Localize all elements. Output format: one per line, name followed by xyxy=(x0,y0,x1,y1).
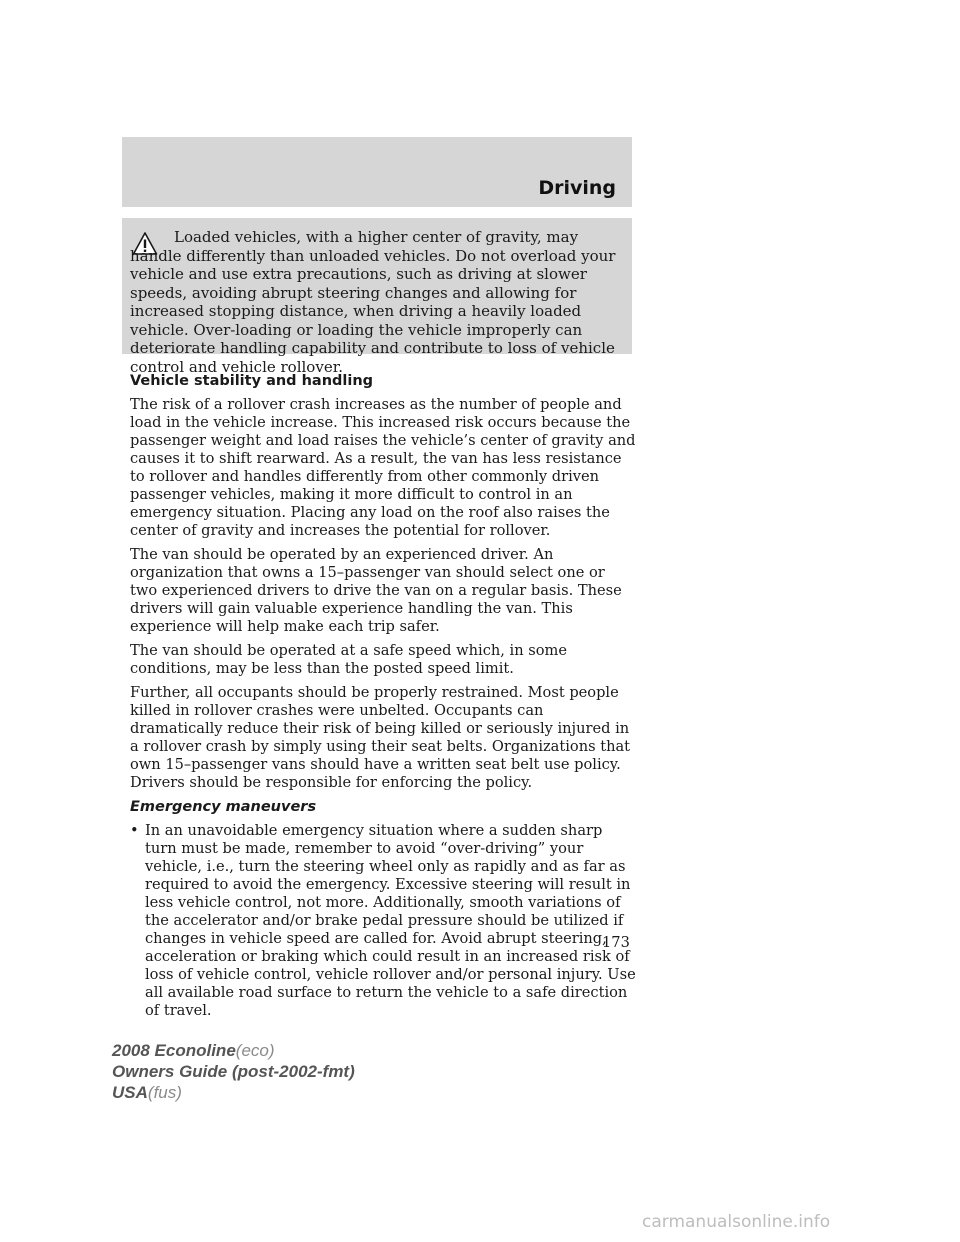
footer-market: USA xyxy=(112,1083,148,1102)
footer-model-code: (eco) xyxy=(235,1041,275,1060)
footer xyxy=(112,1040,355,1103)
footer-line-1 xyxy=(112,1040,355,1061)
warning-text-block xyxy=(130,228,626,376)
paragraph: The van should be operated at a safe speed which, in some conditions, may be less than the posted speed limit. xyxy=(130,642,568,677)
header-band xyxy=(122,137,632,207)
footer-line-2 xyxy=(112,1061,355,1082)
paragraph: Further, all occupants should be properly restrained. Most people killed in rollover crashes were unbelted. Occupants can dramatically reduce their risk of being killed or seriously injured in a rollover crash by simply using their seat belts. Organizations that own 15–passenger vans should have a written seat belt use policy. Drivers should be responsible for enforcing the policy. xyxy=(130,684,631,791)
warning-text: Loaded vehicles, with a higher center of gravity, may handle differently than unloaded vehicles. Do not overload your vehicle and use extra precautions, such as driving at slower speeds, avoiding abrupt steering changes and allowing for increased stopping distance, when driving a heavily loaded vehicle. Over-loading or loading the vehicle improperly can deteriorate handling capability and contribute to loss of vehicle control and vehicle rollover. xyxy=(130,228,616,376)
footer-guide: Owners Guide (post-2002-fmt) xyxy=(112,1062,355,1081)
footer-model: 2008 Econoline xyxy=(112,1041,236,1060)
bullet-item xyxy=(130,822,636,1020)
paragraph: The risk of a rollover crash increases as the number of people and load in the vehicle increase. This increased risk occurs because the passenger weight and load raises the vehicle’s center of gravity and causes it to shift rearward. As a result, the van has less resistance to rollover and handles differently from other commonly driven passenger vehicles, making it more difficult to control in an emergency situation. Placing any load on the roof also raises the center of gravity and increases the potential for rollover. xyxy=(130,396,636,539)
paragraph: The van should be operated by an experienced driver. An organization that owns a 15–passenger van should select one or two experienced drivers to drive the van on a regular basis. These drivers will gain valuable experience handling the van. This experience will help make each trip safer. xyxy=(130,546,622,635)
section-title: Driving xyxy=(538,177,616,199)
body-content xyxy=(130,372,636,1020)
bullet-text: In an unavoidable emergency situation where a sudden sharp turn must be made, remember to avoid “over-driving” your vehicle, i.e., turn the steering wheel only as rapidly and as far as required to avoid the emergency. Excessive steering will result in less vehicle control, not more. Additionally, smooth variations of the accelerator and/or brake pedal pressure should be utilized if changes in vehicle speed are called for. Avoid abrupt steering, acceleration or braking which could result in an increased risk of loss of vehicle control, vehicle rollover and/or personal injury. Use all available road surface to return the vehicle to a safe direction of travel. xyxy=(145,822,636,1019)
footer-market-code: (fus) xyxy=(147,1083,182,1102)
warning-box xyxy=(122,218,632,376)
page-number: 173 xyxy=(602,934,630,951)
watermark: carmanualsonline.info xyxy=(642,1212,831,1232)
subsection-heading: Emergency maneuvers xyxy=(130,799,317,815)
bullet-mark: • xyxy=(130,822,139,839)
footer-line-3 xyxy=(112,1082,355,1103)
section-heading: Vehicle stability and handling xyxy=(130,373,374,389)
